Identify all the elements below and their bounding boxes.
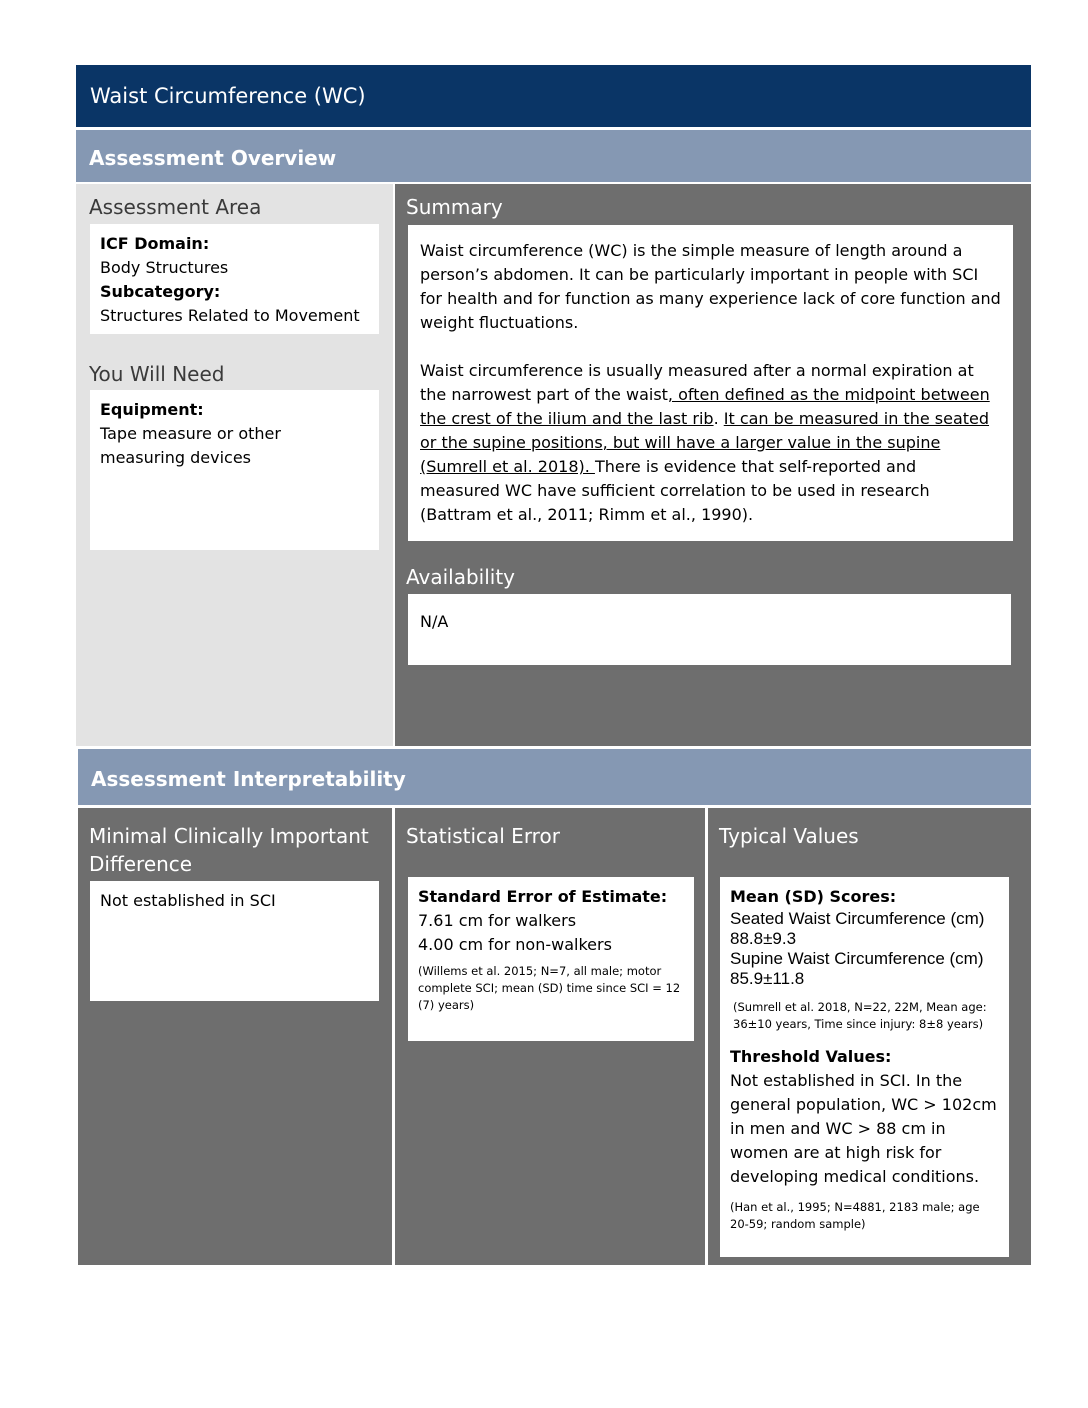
summary-text-c: .	[713, 409, 724, 428]
availability-box	[408, 594, 1011, 665]
statistical-error-heading: Statistical Error	[406, 824, 560, 848]
summary-text-underlined-1: , often defined as the midpoint between the crest of the ilium and the last rib	[420, 385, 990, 428]
summary-paragraph-1: Waist circumference (WC) is the simple measure of length around a person’s abdomen. It can be particularly important in people with SCI for health and for function as many experience lack of core function and weight fluctuations.	[420, 241, 1001, 332]
standard-error-label: Standard Error of Estimate:	[418, 887, 668, 906]
assessment-overview-title: Assessment Overview	[89, 146, 337, 170]
statistical-error-citation: (Willems et al. 2015; N=7, all male; motor complete SCI; mean (SD) time since SCI = 12 (7) years)	[418, 964, 681, 1012]
icf-domain-value: Body Structures	[100, 258, 229, 277]
page-title-text: Waist Circumference (WC)	[90, 84, 366, 108]
supine-wc-label: Supine Waist Circumference (cm)	[730, 949, 984, 968]
standard-error-non-walkers: 4.00 cm for non-walkers	[418, 935, 612, 954]
subcategory-value: Structures Related to Movement	[100, 306, 360, 325]
statistical-error-box	[408, 877, 694, 1041]
mcid-value: Not established in SCI	[100, 891, 276, 910]
subcategory-label: Subcategory:	[100, 282, 221, 301]
assessment-area-heading: Assessment Area	[89, 195, 262, 219]
summary-box	[408, 225, 1013, 541]
availability-heading: Availability	[406, 565, 516, 589]
seated-wc-label: Seated Waist Circumference (cm)	[730, 909, 985, 928]
you-will-need-heading: You Will Need	[89, 362, 225, 386]
mcid-box	[90, 881, 379, 1001]
page-title	[76, 65, 1031, 127]
assessment-interpretability-title: Assessment Interpretability	[91, 767, 406, 791]
summary-text-e: There is evidence that self-reported and measured WC have sufficient correlation to be used in research (Battram et al., 2011; Rimm et al., 1990).	[420, 457, 930, 524]
mcid-heading: Minimal Clinically Important Difference	[89, 824, 369, 876]
threshold-values-label: Threshold Values:	[730, 1047, 892, 1066]
mean-scores-label: Mean (SD) Scores:	[730, 887, 897, 906]
threshold-values-text: Not established in SCI. In the general population, WC > 102cm in men and WC > 88 cm in women are at high risk for developing medical conditions.	[730, 1071, 997, 1186]
typical-values-citation-1: (Sumrell et al. 2018, N=22, 22M, Mean age: 36±10 years, Time since injury: 8±8 years)	[733, 1000, 987, 1031]
seated-wc-value: 88.8±9.3	[730, 929, 797, 948]
typical-values-heading: Typical Values	[719, 824, 859, 848]
equipment-value: Tape measure or other measuring devices	[100, 424, 281, 467]
standard-error-walkers: 7.61 cm for walkers	[418, 911, 577, 930]
supine-wc-value: 85.9±11.8	[730, 969, 805, 988]
summary-text-underlined-2: It can be measured in the seated or the supine positions, but will have a larger value in the supine (Sumrell et al. 2018).	[420, 409, 990, 476]
icf-domain-label: ICF Domain:	[100, 234, 210, 253]
summary-text-a: Waist circumference is usually measured after a normal expiration at the narrowest part of the waist	[420, 361, 974, 404]
assessment-area-box	[90, 224, 379, 334]
assessment-interpretability-header	[78, 749, 1031, 805]
typical-values-citation-2: (Han et al., 1995; N=4881, 2183 male; age 20-59; random sample)	[730, 1200, 980, 1231]
summary-paragraph-2	[420, 359, 1001, 527]
availability-value: N/A	[420, 612, 449, 631]
equipment-label: Equipment:	[100, 400, 204, 419]
you-will-need-box	[90, 390, 379, 550]
summary-heading: Summary	[406, 195, 503, 219]
assessment-overview-header	[76, 130, 1031, 182]
typical-values-box	[720, 877, 1009, 1257]
